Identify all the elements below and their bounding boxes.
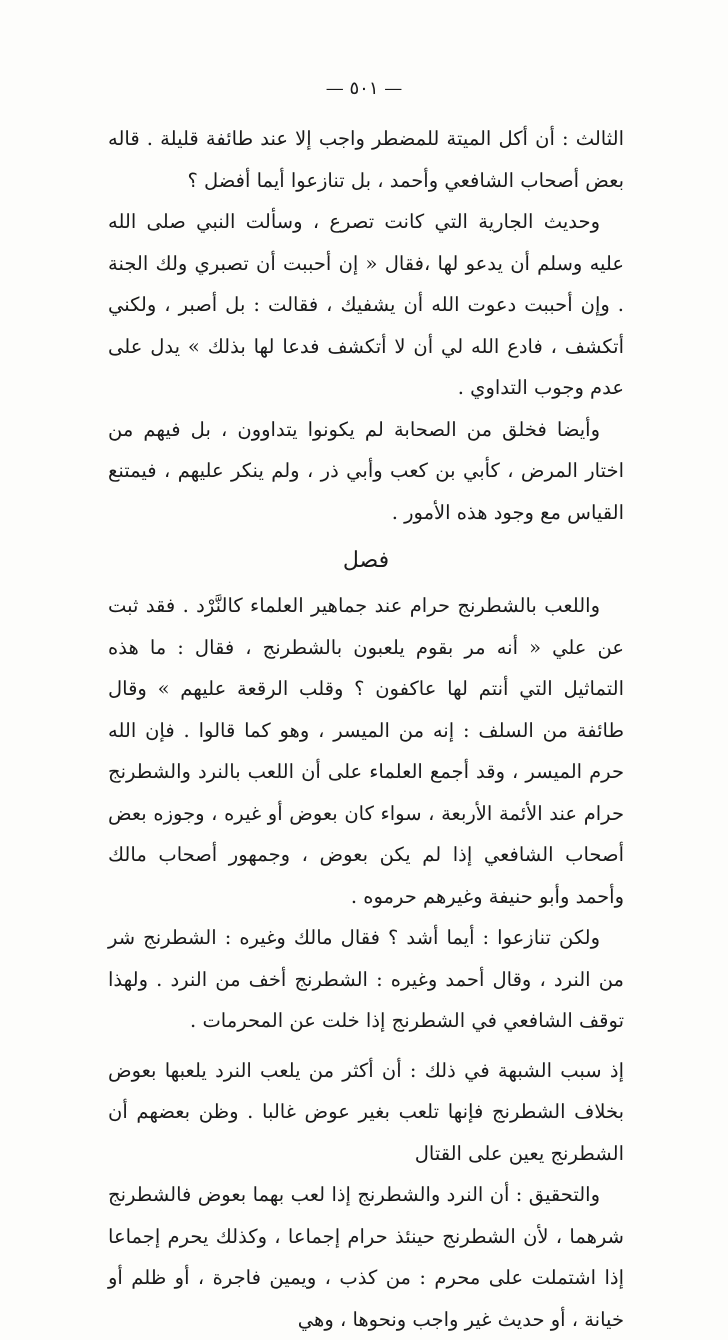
paragraph-6: إذ سبب الشبهة في ذلك : أن أكثر من يلعب النرد يلعبها بعوض بخلاف الشطرنج فإنها تلعب بغير عوض غالبا . وظن بعضهم أن الشطرنج يعين على القتال	[108, 1058, 624, 1165]
body-text	[108, 118, 624, 1340]
paragraph-2: وحديث الجارية التي كانت تصرع ، وسألت النبي صلى الله عليه وسلم أن يدعو لها ،فقال « إن أحببت أن تصبري ولك الجنة . وإن أحببت دعوت الله أن يشفيك ، فقالت : بل أصبر ، ولكني أتكشف ، فادع الله لي أن لا أتكشف فدعا لها بذلك » يدل على عدم وجوب التداوي .	[108, 210, 624, 399]
paragraph-gap	[108, 1042, 624, 1050]
page-number: — ٥٠١ —	[325, 78, 403, 99]
paragraph-1: الثالث : أن أكل الميتة للمضطر واجب إلا عند طائفة قليلة . قاله بعض أصحاب الشافعي وأحمد ، بل تنازعوا أيما أفضل ؟	[108, 127, 624, 192]
section-heading: فصل	[342, 548, 390, 573]
paragraph-7: والتحقيق : أن النرد والشطرنج إذا لعب بهما بعوض فالشطرنج شرهما ، لأن الشطرنج حينئذ حرام إجماعا ، وكذلك يحرم إجماعا إذا اشتملت على محرم : من كذب ، ويمين فاجرة ، أو ظلم أو خيانة ، أو حديث غير واجب ونحوها ، وهي	[108, 1183, 624, 1331]
paragraph-4: واللعب بالشطرنج حرام عند جماهير العلماء كالنَّرْد . فقد ثبت عن علي « أنه مر بقوم يلعبون بالشطرنج ، فقال : ما هذه التماثيل التي أنتم لها عاكفون ؟ وقلب الرقعة عليهم » وقال طائفة من السلف : إنه من الميسر ، وهو كما قالوا . فإن الله حرم الميسر ، وقد أجمع العلماء على أن اللعب بالنرد والشطرنج حرام عند الأئمة الأربعة ، سواء كان بعوض أو غيره ، وجوزه بعض أصحاب الشافعي إذا لم يكن بعوض ، وجمهور أصحاب مالك وأحمد وأبو حنيفة وغيرهم حرموه .	[108, 594, 624, 908]
paragraph-3: وأيضا فخلق من الصحابة لم يكونوا يتداوون ، بل فيهم من اختار المرض ، كأبي بن كعب وأبي ذر ، ولم ينكر عليهم ، فيمتنع القياس مع وجود هذه الأمور .	[108, 417, 624, 524]
paragraph-5: ولكن تنازعوا : أيما أشد ؟ فقال مالك وغيره : الشطرنج شر من النرد ، وقال أحمد وغيره : الشطرنج أخف من النرد . ولهذا توقف الشافعي في الشطرنج إذا خلت عن المحرمات .	[108, 926, 624, 1032]
